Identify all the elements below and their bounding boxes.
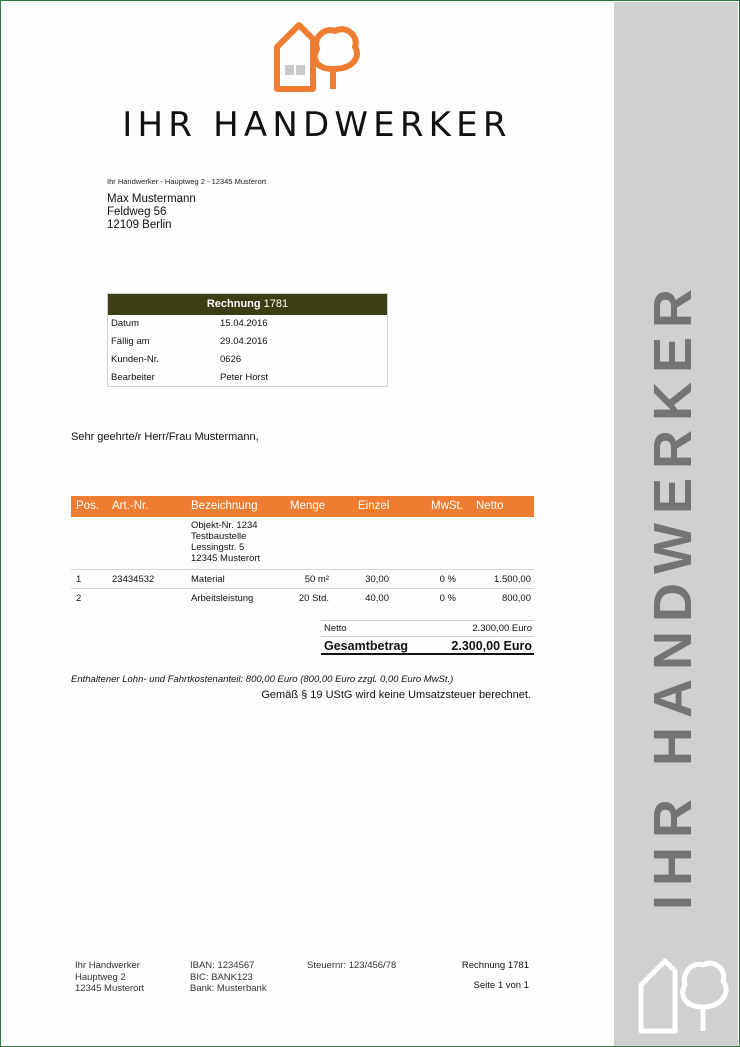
- footer-line: Ihr Handwerker: [75, 960, 140, 971]
- project-line: Testbaustelle: [191, 531, 247, 542]
- header-netto: Netto: [476, 500, 504, 512]
- cell-pos: 1: [76, 574, 82, 585]
- project-line: 12345 Musterort: [191, 553, 261, 564]
- meta-row-kunden-nr: [108, 351, 387, 369]
- footer-line: Steuernr: 123/456/78: [307, 960, 397, 971]
- meta-value: 29.04.2016: [220, 336, 268, 347]
- house-tree-icon: [273, 21, 361, 93]
- header-art-nr: Art.-Nr.: [112, 500, 149, 512]
- netto-value: 2.300,00 Euro: [472, 623, 532, 634]
- items-table: [71, 496, 534, 607]
- meta-label: Fällig am: [111, 336, 150, 347]
- totals-block: [321, 620, 534, 655]
- invoice-info-box: [107, 293, 388, 387]
- meta-label: Datum: [111, 318, 139, 329]
- footer-page-number: Seite 1 von 1: [473, 979, 529, 991]
- header-einzel: Einzel: [358, 500, 390, 512]
- meta-row-datum: [108, 315, 387, 333]
- project-line: Lessingstr. 5: [191, 542, 245, 553]
- netto-row: [321, 620, 534, 636]
- header-mwst: MwSt.: [431, 500, 463, 512]
- gesamt-value: 2.300,00 Euro: [451, 639, 532, 653]
- footer-bank: [190, 960, 267, 995]
- gesamt-row: [321, 636, 534, 655]
- cell-netto: 800,00: [501, 593, 531, 604]
- invoice-number: 1781: [263, 298, 289, 310]
- recipient-name: Max Mustermann: [107, 193, 196, 205]
- sender-line: Ihr Handwerker - Hauptweg 2 - 12345 Musterort: [107, 177, 267, 186]
- house-tree-outline-icon: [635, 951, 735, 1035]
- meta-label: Bearbeiter: [111, 372, 155, 383]
- footer-invoice-ref: Rechnung 1781: [461, 960, 529, 971]
- meta-value: 15.04.2016: [220, 318, 268, 329]
- cell-einzel: 40,00: [365, 593, 389, 604]
- cell-mwst: 0 %: [439, 593, 456, 604]
- brand-name: IHR HANDWERKER: [122, 105, 512, 145]
- invoice-title: [108, 294, 387, 315]
- recipient-city: 12109 Berlin: [107, 219, 172, 231]
- meta-value: 0626: [220, 354, 242, 365]
- footer-tax: [307, 960, 396, 972]
- netto-label: Netto: [324, 623, 347, 634]
- items-table-header: [71, 496, 534, 517]
- cell-netto: 1.500,00: [494, 574, 531, 585]
- footer-line: 12345 Musterort: [75, 983, 145, 994]
- cell-einzel: 30,00: [365, 574, 389, 585]
- footer-invoice-info: [462, 960, 529, 991]
- meta-row-faellig: [108, 333, 387, 351]
- cell-bezeichnung: Material: [191, 574, 225, 585]
- project-description: [71, 517, 534, 569]
- header-pos: Pos.: [76, 500, 100, 512]
- footer-line: Hauptweg 2: [75, 971, 126, 983]
- meta-value: Peter Horst: [220, 372, 269, 383]
- project-line: Objekt-Nr. 1234: [191, 520, 258, 531]
- cell-menge: 50 m²: [304, 574, 329, 585]
- invoice-title-label: Rechnung: [206, 298, 261, 310]
- table-row: [71, 588, 534, 607]
- recipient-street: Feldweg 56: [107, 206, 167, 218]
- sidebar-brand-text: IHR HANDWERKER: [643, 280, 703, 910]
- cell-menge: 20 Std.: [298, 593, 329, 604]
- lohn-note: Enthaltener Lohn- und Fahrtkostenanteil: 800,00 Euro (800,00 Euro zzgl. 0,00 Euro MwSt.): [71, 674, 454, 685]
- gesamt-label: Gesamtbetrag: [324, 639, 409, 653]
- footer-line: IBAN: 1234567: [190, 960, 255, 971]
- cell-pos: 2: [76, 593, 82, 604]
- cell-art-nr: 23434532: [112, 574, 155, 585]
- greeting: Sehr geehrte/r Herr/Frau Mustermann,: [71, 431, 259, 443]
- footer-company: [75, 960, 144, 995]
- cell-mwst: 0 %: [439, 574, 456, 585]
- table-row: [71, 569, 534, 588]
- recipient-address: [107, 193, 196, 232]
- header-bezeichnung: Bezeichnung: [191, 500, 258, 512]
- cell-bezeichnung: Arbeitsleistung: [191, 593, 254, 604]
- header-menge: Menge: [290, 500, 326, 512]
- meta-row-bearbeiter: [108, 369, 387, 387]
- footer-line: BIC: BANK123: [190, 971, 253, 983]
- footer-line: Bank: Musterbank: [190, 983, 267, 994]
- meta-label: Kunden-Nr.: [111, 354, 160, 365]
- ustg-note: Gemäß § 19 UStG wird keine Umsatzsteuer berechnet.: [261, 689, 531, 701]
